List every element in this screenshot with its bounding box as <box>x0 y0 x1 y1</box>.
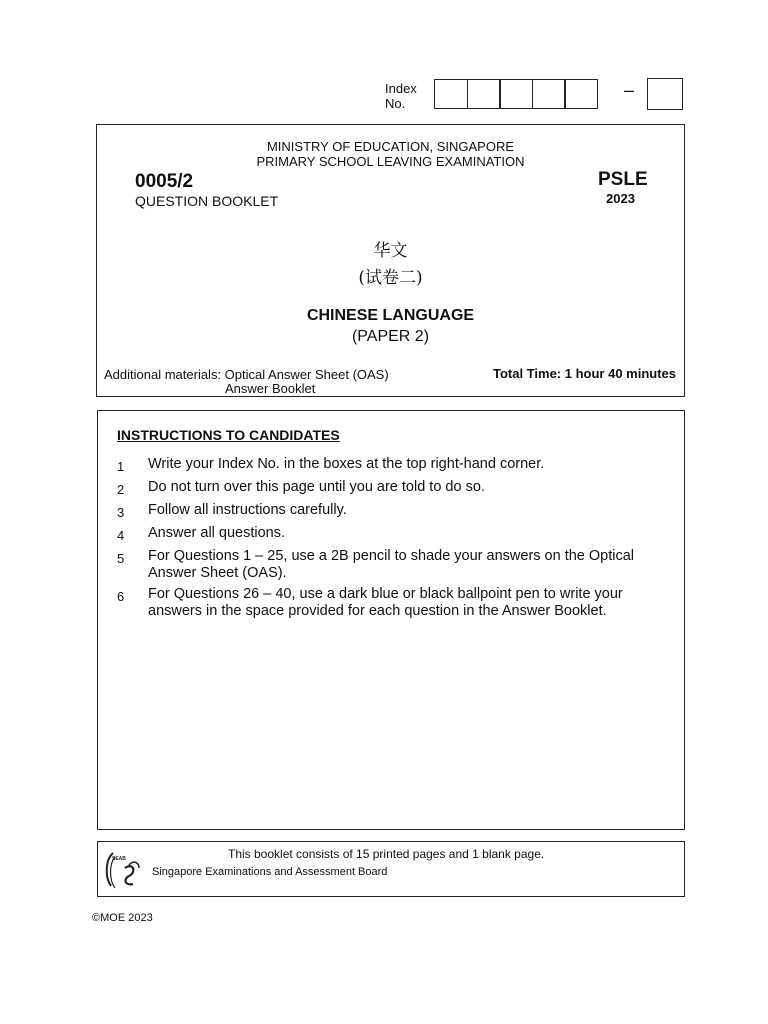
board-name: Singapore Examinations and Assessment Board <box>152 866 388 878</box>
instruction-text: For Questions 26 – 40, use a dark blue or black ballpoint pen to write your answers in the space provided for each question in the Answer Booklet. <box>148 586 623 619</box>
instruction-number: 6 <box>117 589 125 604</box>
ministry-heading <box>96 139 685 169</box>
instruction-number: 5 <box>117 551 125 566</box>
exam-name: PSLE <box>598 169 648 190</box>
total-time: Total Time: 1 hour 40 minutes <box>493 366 676 381</box>
instruction-item <box>117 456 677 475</box>
index-no-boxes <box>434 79 598 109</box>
instructions-title: INSTRUCTIONS TO CANDIDATES <box>117 427 340 443</box>
exam-board-line: PRIMARY SCHOOL LEAVING EXAMINATION <box>256 154 525 169</box>
instruction-item <box>117 525 677 544</box>
index-digit-box[interactable] <box>499 79 533 109</box>
instruction-text: Answer all questions. <box>148 525 286 541</box>
index-label-line1: Index <box>385 81 417 96</box>
ministry-line: MINISTRY OF EDUCATION, SINGAPORE <box>266 139 515 154</box>
additional-materials-2: Answer Booklet <box>225 381 316 396</box>
instruction-number: 1 <box>117 459 125 474</box>
instruction-item <box>117 479 677 498</box>
svg-text:SEAB: SEAB <box>112 856 126 862</box>
instruction-item <box>117 502 677 521</box>
instruction-item <box>117 548 677 582</box>
index-digit-box[interactable] <box>434 79 468 109</box>
paper-title-chinese: (试卷二) <box>358 268 423 288</box>
index-check-box[interactable] <box>647 78 683 110</box>
paper-title-english: (PAPER 2) <box>351 328 430 345</box>
instruction-text: For Questions 1 – 25, use a 2B pencil to shade your answers on the Optical Answer Sheet (OAS). <box>148 548 635 581</box>
index-digit-box[interactable] <box>532 79 566 109</box>
instructions-list <box>117 456 677 624</box>
exam-year: 2023 <box>606 191 635 206</box>
instruction-item <box>117 586 677 620</box>
index-label-line2: No. <box>385 96 406 111</box>
instruction-number: 3 <box>117 505 125 520</box>
index-dash: – <box>624 80 635 100</box>
seab-logo-icon <box>103 846 147 892</box>
additional-materials: Additional materials: Optical Answer Sheet (OAS) <box>104 367 389 382</box>
instruction-number: 2 <box>117 482 125 497</box>
index-digit-box[interactable] <box>564 79 598 109</box>
booklet-type: QUESTION BOOKLET <box>135 193 279 209</box>
instruction-text: Follow all instructions carefully. <box>148 502 347 518</box>
instruction-text: Write your Index No. in the boxes at the top right-hand corner. <box>148 456 545 472</box>
subject-title-chinese: 华文 <box>373 241 408 261</box>
subject-title-english: CHINESE LANGUAGE <box>306 307 475 324</box>
paper-code: 0005/2 <box>135 171 194 192</box>
index-digit-box[interactable] <box>467 79 501 109</box>
instruction-text: Do not turn over this page until you are told to do so. <box>148 479 485 495</box>
page-count-note: This booklet consists of 15 printed pages and 1 blank page. <box>228 847 545 861</box>
instruction-number: 4 <box>117 528 125 543</box>
copyright-notice: ©MOE 2023 <box>92 912 153 924</box>
index-no-label <box>385 81 417 111</box>
